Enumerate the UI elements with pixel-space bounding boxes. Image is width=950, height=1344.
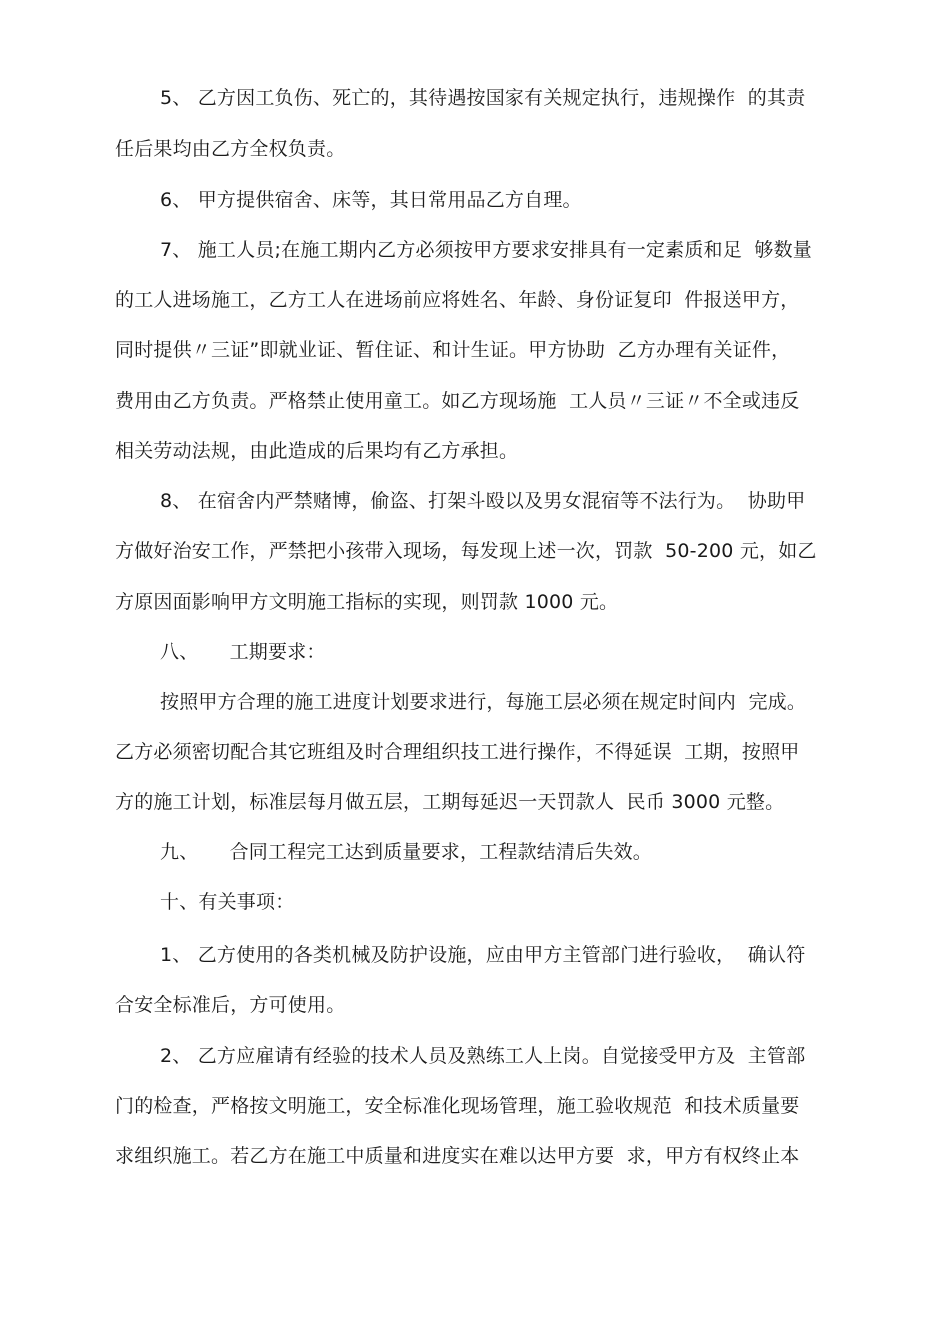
text-line-11: 方原因面影响甲方文明施工指标的实现，则罚款 1000 元。 <box>115 591 619 613</box>
text-line-8: 相关劳动法规，由此造成的后果均有乙方承担。 <box>115 440 519 462</box>
text-line-6: 同时提供〃三证”即就业证、暂住证、和计生证。甲方协助 乙方办理有关证件， <box>115 339 791 361</box>
text-line-5: 的工人进场施工，乙方工人在进场前应将姓名、年龄、身份证复印 件报送甲方， <box>115 289 800 311</box>
text-line-4: 7、 施工人员;在施工期内乙方必须按甲方要求安排具有一定素质和足 够数量 <box>160 239 813 261</box>
text-line-19: 合安全标准后，方可使用。 <box>115 994 346 1016</box>
text-line-7: 费用由乙方负责。严格禁止使用童工。如乙方现场施 工人员〃三证〃不全或违反 <box>115 390 800 412</box>
text-line-10: 方做好治安工作，严禁把小孩带入现场，每发现上述一次，罚款 50-200 元，如乙 <box>115 540 817 562</box>
text-line-20: 2、 乙方应雇请有经验的技术人员及熟练工人上岗。自觉接受甲方及 主管部 <box>160 1045 806 1067</box>
text-line-13: 按照甲方合理的施工进度计划要求进行，每施工层必须在规定时间内 完成。 <box>160 691 807 713</box>
section-heading-9: 九、 合同工程完工达到质量要求，工程款结清后失效。 <box>160 841 652 863</box>
text-line-15: 方的施工计划，标准层每月做五层，工期每延迟一天罚款人 民币 3000 元整。 <box>115 791 785 813</box>
text-line-14: 乙方必须密切配合其它班组及时合理组织技工进行操作，不得延误 工期，按照甲 <box>115 741 800 763</box>
text-line-2: 任后果均由乙方全权负责。 <box>115 138 346 160</box>
text-line-21: 门的检查，严格按文明施工，安全标准化现场管理，施工验收规范 和技术质量要 <box>115 1095 800 1117</box>
text-line-22: 求组织施工。若乙方在施工中质量和进度实在难以达甲方要 求，甲方有权终止本 <box>115 1145 800 1167</box>
text-line-3: 6、 甲方提供宿舍、床等，其日常用品乙方自理。 <box>160 189 582 211</box>
section-heading-8: 八、 工期要求： <box>160 641 326 663</box>
text-line-9: 8、 在宿舍内严禁赌博，偷盗、打架斗殴以及男女混宿等不法行为。 协助甲 <box>160 490 806 512</box>
text-line-1: 5、 乙方因工负伤、死亡的，其待遇按国家有关规定执行，违规操作 的其责 <box>160 87 806 109</box>
text-line-18: 1、 乙方使用的各类机械及防护设施，应由甲方主管部门进行验收， 确认符 <box>160 944 806 966</box>
section-heading-10: 十、有关事项： <box>160 891 295 913</box>
